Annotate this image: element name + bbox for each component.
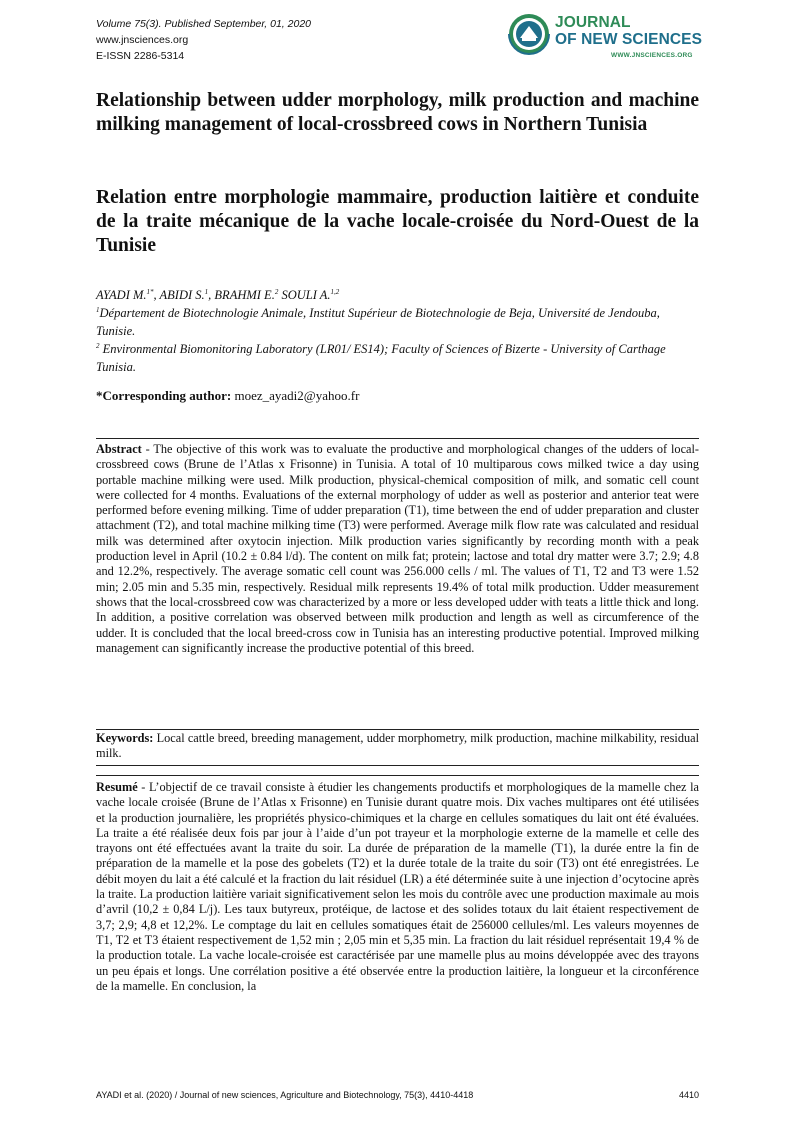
keywords-text: Local cattle breed, breeding management, udder morphometry, milk production, machine milkability, residual milk. (96, 731, 699, 761)
issn: E-ISSN 2286-5314 (96, 50, 185, 62)
journal-website: www.jnsciences.org (96, 34, 189, 46)
affiliation-2-sup: 2 (96, 341, 100, 350)
journal-logo-text (555, 14, 702, 48)
author-4-sup: 1,2 (330, 287, 340, 296)
resume (96, 780, 699, 994)
abstract-text: - The objective of this work was to evaluate the productive and morphological changes of the udders of local-crossbreed cows (Brune de l’Atlas x Frisonne) in Tunisia. A total of 10 multiparous cows milked twice a day using portable machine milking were used. Milk production, physical-chemical composition of milk, and somatic cell count were collected for 4 months. Evaluations of the external morphology of udder as well as posterior and anterior teat were performed before evening milking. Time of udder preparation (T1), time between the end of udder preparation and cluster attachment (T2), and total machine milking time (T3) were performed. Average milk flow rate was calculated and residual milk was determined after oxytocin injection. Milk production varies significantly by recording month with a peak production level in April (10.2 ± 0.84 l/d). The content on milk fat; protein; lactose and total dry matter were 3.7; 2.9; 4.8 and 12.2%, respectively. The average somatic cell count was 256.000 cells / ml. The values of T1, T2 and T3 were 1.52 min; 2.05 min and 5.35 min, respectively. Residual milk represents 19.4% of total milk production. Udder measurement shows that the local-crossbreed cow was characterized by a more or less developed udder with teats a little thick and long. In addition, a positive correlation was observed between milk production and length as well as circumference of the udder. It is concluded that the local breed-cross cow in Tunisia has an interesting productive potential. Improved milking management can significantly increase the productive potential of this breed. (96, 442, 699, 655)
logo-line-2: OF NEW SCIENCES (555, 31, 703, 48)
journal-header (96, 16, 311, 64)
author-3-sup: 2 (274, 287, 279, 296)
affiliation-2 (96, 340, 699, 376)
logo-url: WWW.JNSCIENCES.ORG (611, 52, 693, 59)
corresponding-author-label: *Corresponding author: (96, 388, 232, 403)
title-english: Relationship between udder morphology, milk production and machine milking management of local-crossbreed cows in Northern Tunisia (96, 90, 699, 135)
volume-info: Volume 75(3). Published September, 01, 2020 (96, 18, 311, 30)
page-number: 4410 (678, 1090, 699, 1100)
affiliation-2-text: Environmental Biomonitoring Laboratory (LR01/ ES14); Faculty of Sciences of Bizerte - University of Carthage Tunisia. (96, 342, 666, 374)
abstract-top-rule (96, 438, 699, 439)
abstract-label: Abstract (96, 442, 142, 456)
author-list (96, 286, 699, 304)
author-2-sup: 1 (204, 287, 209, 296)
affiliation-1-text: Département de Biotechnologie Animale, Institut Supérieur de Biotechnologie de Beja, Université de Jendouba, Tunisie. (96, 306, 660, 338)
author-3: , BRAHMI E. (208, 288, 275, 302)
resume-label: Resumé (96, 780, 138, 794)
author-4: SOULI A. (278, 288, 331, 302)
resume-text: - L’objectif de ce travail consiste à étudier les changements productifs et morphologiques de la mamelle chez la vache locale croisée (Brune de l’Atlas x Frisonne) en Tunisie durant quatre mois. Dix vaches multipares ont été utilisées et la production journalière, les propriétés physico-chimiques et la charge en cellules somatiques du lait ont été évaluées. La traite a été réalisée deux fois par jour à l’aide d’un pot trayeur et la morphologie externe de la mamelle et celle des trayons ont été effectuées avant la traite du soir. La durée de préparation de la mamelle (T1), la durée entre la fin de préparation de la mamelle et la pose des gobelets (T2) et la durée totale de la traite du soir (T3) ont été enregistrées. Le débit moyen du lait a été calculé et la fraction du lait résiduel (LR) a été déterminée suite à une injection d’ocytocine après la traite. La production laitière variait significativement selon les mois du contrôle avec une production maximale au mois d’avril (10,2 ± 0,84 L/j). Les taux butyreux, protéique, de lactose et des solides totaux du lait étaient respectivement de 3,7; 2,9; 4,8 et 12,2%. Le comptage du lait en cellules somatiques était de 256000 cellules/ml. Les valeurs moyennes de T1, T2 et T3 étaient respectivement de 1,52 min ; 2,05 min et 5,35 min. La fraction du lait résiduel représentait 19,4 % de la production totale. La vache locale-croisée est caractérisée par une mamelle plus au moins développée avec des trayons un peu épais et longs. Une corrélation positive a été observée entre la production laitière, la longueur et la circonférence de la mamelle. En conclusion, la (96, 780, 699, 993)
corresponding-author-email[interactable]: moez_ayadi2@yahoo.fr (231, 388, 360, 403)
title-french: Relation entre morphologie mammaire, production laitière et conduite de la traite mécanique de la vache locale-croisée du Nord-Ouest de la Tunisie (96, 187, 699, 256)
author-1-sup: 1* (146, 287, 154, 296)
keywords-label: Keywords: (96, 731, 154, 745)
authors-block (96, 286, 699, 376)
author-2: , ABIDI S. (153, 288, 205, 302)
corresponding-author (96, 388, 359, 404)
footer-citation: AYADI et al. (2020) / Journal of new sciences, Agriculture and Biotechnology, 75(3), 4410-4418 (96, 1090, 474, 1100)
affiliation-1-sup: 1 (96, 305, 100, 314)
keywords-bottom-rule (96, 765, 699, 766)
keywords (96, 731, 699, 762)
page-footer (96, 1090, 699, 1100)
logo-line-1: JOURNAL (555, 14, 631, 31)
affiliation-1 (96, 304, 699, 340)
author-1: AYADI M. (96, 288, 147, 302)
resume-top-rule (96, 775, 699, 776)
abstract (96, 442, 699, 656)
journal-logo-emblem-icon (507, 12, 551, 56)
abstract-bottom-rule (96, 729, 699, 730)
journal-logo (507, 12, 707, 68)
